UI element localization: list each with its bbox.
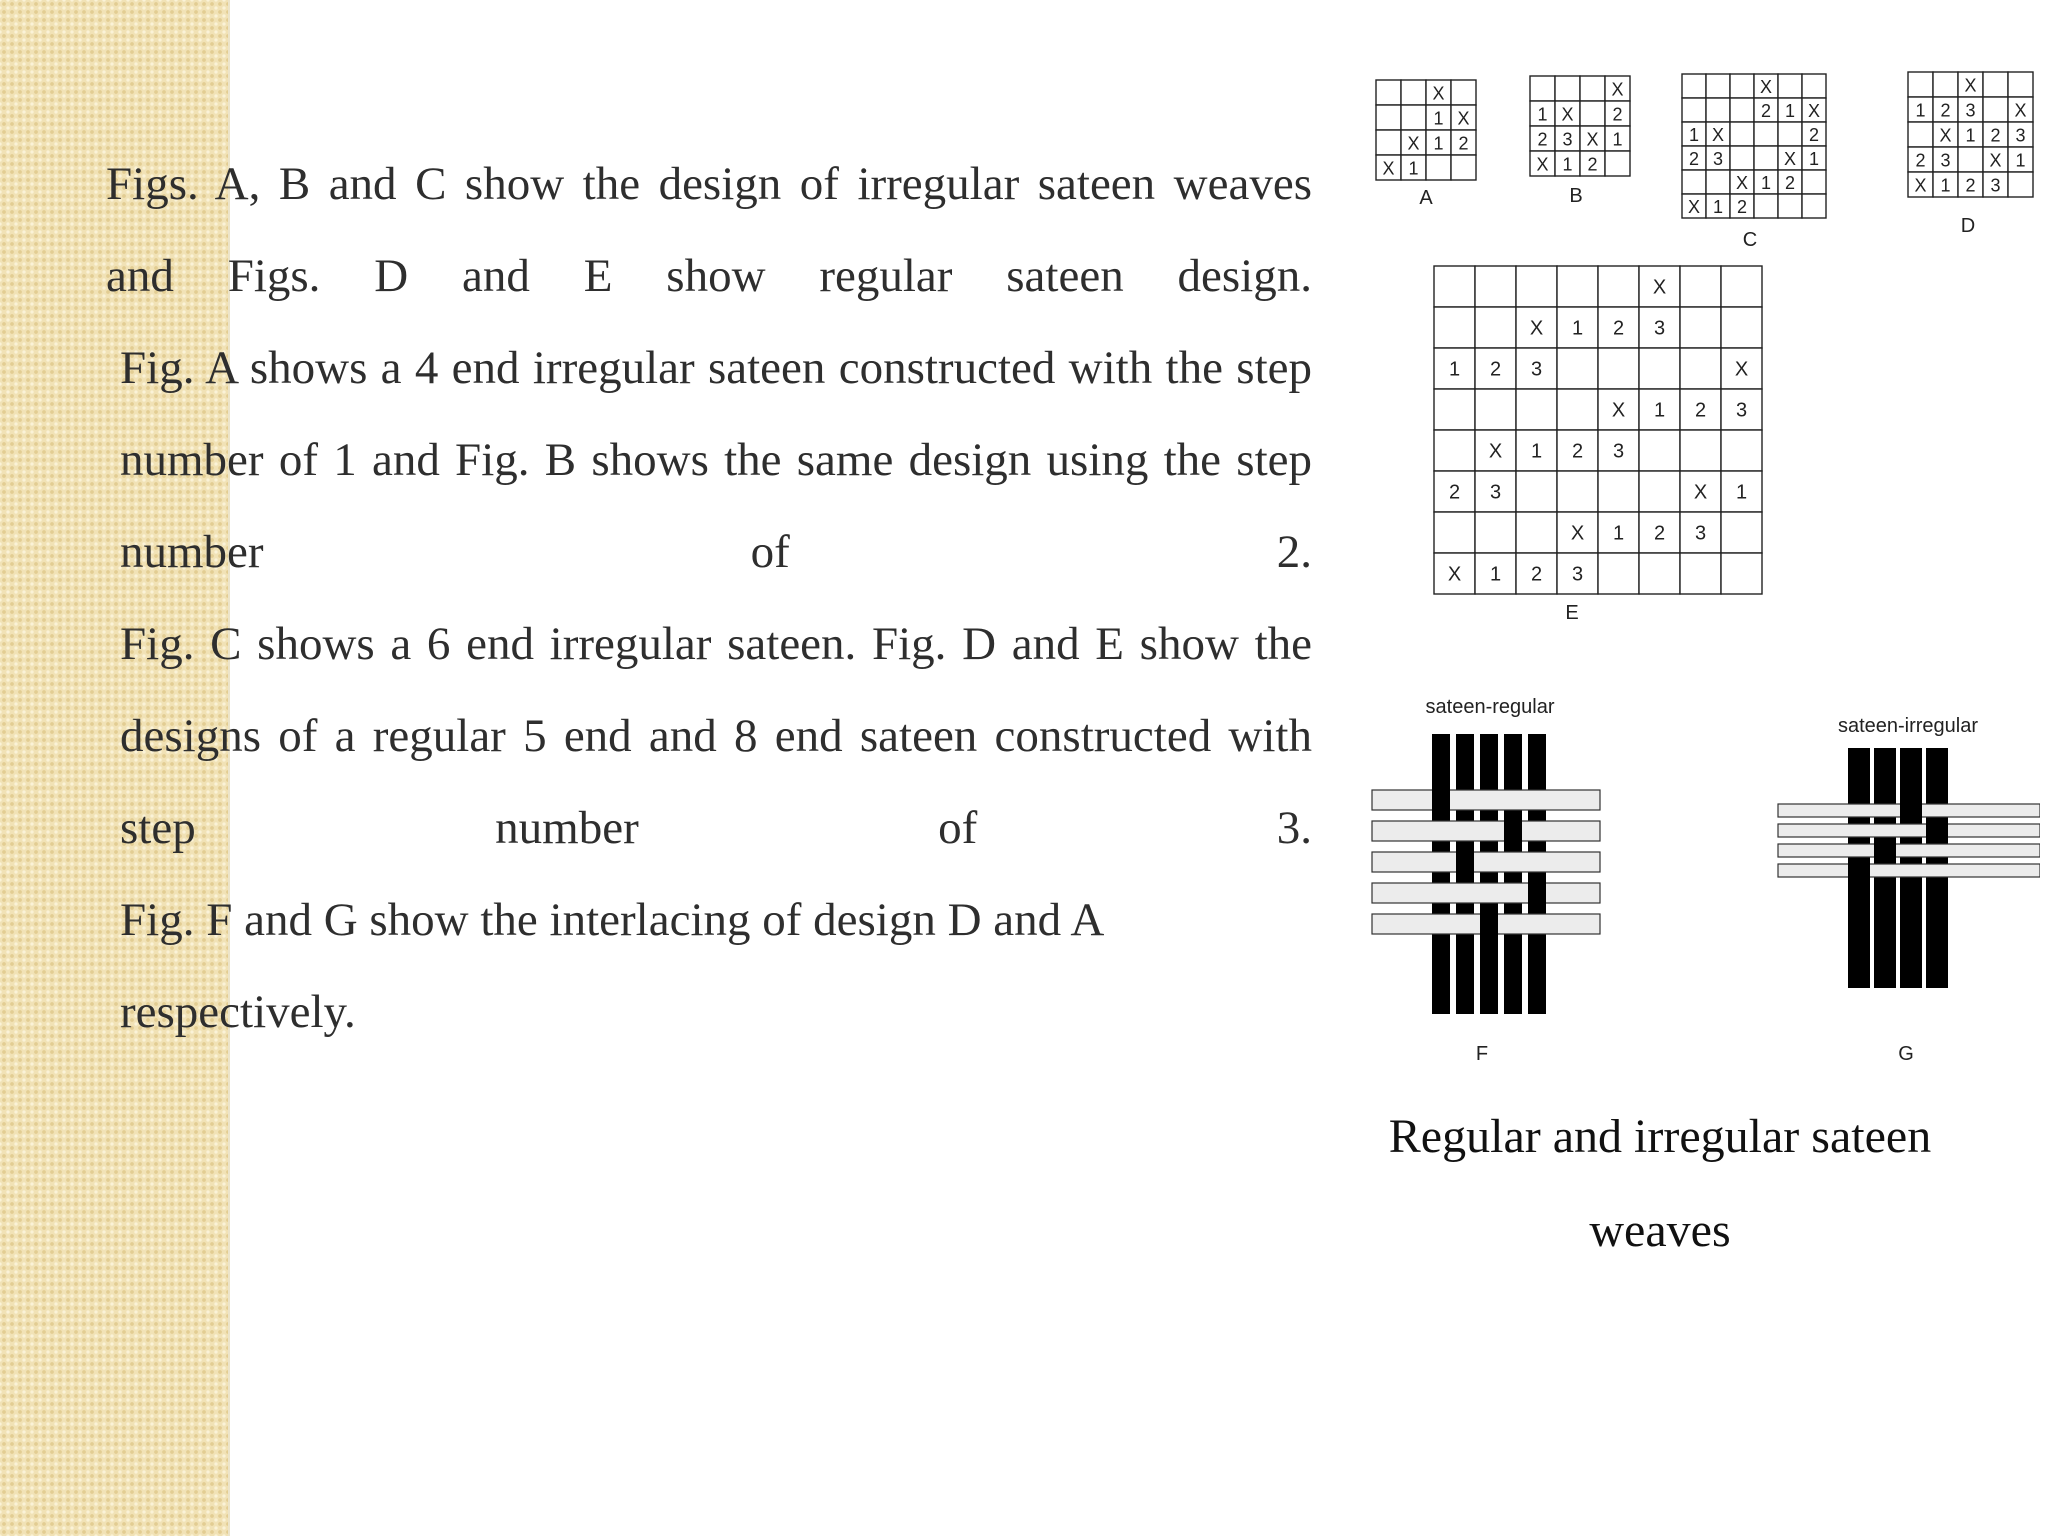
grid-E-cell [1475, 266, 1516, 307]
weft-thread [1372, 883, 1600, 903]
grid-label-D: D [1960, 215, 1976, 237]
grid-C-cell [1754, 146, 1778, 170]
grid-D-cell [2008, 172, 2033, 197]
warp-thread [1504, 734, 1522, 1014]
grid-C-cell [1682, 74, 1706, 98]
grid-E-mark: X [1611, 399, 1626, 422]
grid-C-cell [1754, 122, 1778, 146]
grid-E-cell [1475, 389, 1516, 430]
grid-A-mark: 1 [1433, 108, 1444, 129]
weft-thread [1372, 790, 1600, 810]
grid-A-mark: 1 [1433, 133, 1444, 154]
grid-E-mark: 2 [1653, 522, 1666, 545]
grid-E-mark: X [1529, 317, 1544, 340]
warp-float [1848, 862, 1870, 879]
grid-C-mark: X [1783, 149, 1797, 169]
grid-C-mark: 1 [1712, 197, 1724, 217]
weft-thread [1372, 852, 1600, 872]
grid-E-cell [1434, 430, 1475, 471]
grid-E-mark: 2 [1448, 481, 1461, 504]
grid-D-cell [2008, 72, 2033, 97]
grid-B-mark: 2 [1587, 154, 1598, 175]
grid-E-mark: 1 [1612, 522, 1625, 545]
grid-C-mark: 1 [1784, 101, 1796, 121]
grid-D-mark: X [1964, 75, 1977, 96]
grid-B-mark: X [1586, 129, 1599, 150]
grid-A-mark: X [1407, 133, 1420, 154]
grid-D-mark: 1 [1915, 100, 1926, 121]
grid-E-cell [1557, 266, 1598, 307]
grid-B-mark: 3 [1562, 129, 1573, 150]
grid-A-cell [1376, 80, 1401, 105]
grid-E-mark: 3 [1694, 522, 1707, 545]
grid-E-cell [1680, 553, 1721, 594]
paragraph-2: Fig. A shows a 4 end irregular sateen constructed with the step number of 1 and Fig. B shows the same design using the step number of 2. [120, 342, 1312, 578]
grid-D-mark: 2 [1990, 125, 2001, 146]
grid-E-cell [1639, 430, 1680, 471]
grid-D-mark: 1 [1965, 125, 1976, 146]
grid-E-mark: X [1447, 563, 1462, 586]
grid-E-cell [1598, 266, 1639, 307]
interlacing-label-F: F [1475, 1043, 1489, 1065]
grid-B-cell [1555, 76, 1580, 101]
grid-E-cell [1434, 512, 1475, 553]
grid-E-mark: X [1570, 522, 1585, 545]
grid-D-cell [1983, 72, 2008, 97]
grid-E-cell [1598, 348, 1639, 389]
grid-E-mark: 3 [1612, 440, 1625, 463]
paragraph-3: Fig. C shows a 6 end irregular sateen. Fig. D and E show the designs of a regular 5 end and 8 end sateen constructed with step number of 3. [120, 618, 1312, 854]
grid-D-mark: 2 [1940, 100, 1951, 121]
grid-B-cell [1580, 76, 1605, 101]
grid-C-cell [1730, 74, 1754, 98]
grid-A-mark: X [1457, 108, 1470, 129]
grid-E-mark: 3 [1653, 317, 1666, 340]
grid-B-cell [1580, 101, 1605, 126]
grid-E-cell [1680, 348, 1721, 389]
grid-E-cell [1721, 307, 1762, 348]
grid-C-cell [1802, 74, 1826, 98]
grid-E-mark: 2 [1694, 399, 1707, 422]
warp-thread [1528, 734, 1546, 1014]
grid-B-mark: 1 [1562, 154, 1573, 175]
grid-E-mark: 2 [1612, 317, 1625, 340]
grid-B-cell [1530, 76, 1555, 101]
grid-E-cell [1598, 471, 1639, 512]
grid-A-cell [1451, 155, 1476, 180]
weft-thread [1778, 864, 2040, 877]
grid-label-E: E [1565, 602, 1579, 624]
grid-label-A: A [1419, 187, 1433, 209]
grid-A-cell [1451, 80, 1476, 105]
grid-C-mark: X [1807, 101, 1821, 121]
grid-D-cell [1908, 72, 1933, 97]
grid-C-mark: X [1735, 173, 1749, 193]
warp-float [1432, 788, 1450, 812]
grid-E-mark: 3 [1489, 481, 1502, 504]
grid-E-cell [1680, 266, 1721, 307]
grid-E-mark: 1 [1653, 399, 1666, 422]
warp-float [1456, 850, 1474, 874]
grid-C-cell [1778, 122, 1802, 146]
grid-D-mark: X [1914, 175, 1927, 196]
grid-C-cell [1706, 74, 1730, 98]
grid-D-mark: 3 [1940, 150, 1951, 171]
grid-D-cell [1983, 97, 2008, 122]
grid-B-mark: X [1536, 154, 1549, 175]
warp-thread [1480, 734, 1498, 1014]
caption-line-2: weaves [1589, 1204, 1731, 1257]
grid-E-cell [1475, 512, 1516, 553]
grid-B-cell [1605, 151, 1630, 176]
grid-C-cell [1730, 146, 1754, 170]
grid-D-cell [1908, 122, 1933, 147]
grid-D-cell [1958, 147, 1983, 172]
grid-D-mark: X [1939, 125, 1952, 146]
grid-C-cell [1706, 170, 1730, 194]
grid-C-mark: 1 [1760, 173, 1772, 193]
grid-label-B: B [1569, 185, 1583, 207]
grid-D-mark: 2 [1965, 175, 1976, 196]
body-text [106, 138, 1312, 1058]
grid-E-cell [1516, 389, 1557, 430]
grid-C-mark: 2 [1784, 173, 1796, 193]
grid-D-mark: 3 [1990, 175, 2001, 196]
weft-thread [1372, 821, 1600, 841]
grid-E-mark: 2 [1489, 358, 1502, 381]
sateen-weave-figure [1360, 60, 2040, 1240]
grid-E-cell [1639, 553, 1680, 594]
grid-E-mark: X [1693, 481, 1708, 504]
grid-B-mark: 2 [1537, 129, 1548, 150]
grid-E-cell [1639, 471, 1680, 512]
grid-D-mark: X [1989, 150, 2002, 171]
grid-E-cell [1516, 471, 1557, 512]
warp-float [1900, 802, 1922, 819]
grid-D-mark: 1 [1940, 175, 1951, 196]
grid-D-mark: 3 [1965, 100, 1976, 121]
grid-E-mark: 3 [1571, 563, 1584, 586]
weave-diagrams [1360, 60, 2040, 1100]
grid-E-cell [1516, 266, 1557, 307]
grid-C-cell [1778, 194, 1802, 218]
grid-C-cell [1730, 98, 1754, 122]
grid-A-mark: 2 [1458, 133, 1469, 154]
grid-E-mark: 3 [1735, 399, 1748, 422]
grid-B-mark: 2 [1612, 104, 1623, 125]
warp-float [1480, 912, 1498, 936]
interlacing-label-G: G [1898, 1043, 1914, 1065]
grid-E-mark: X [1488, 440, 1503, 463]
grid-D-cell [1933, 72, 1958, 97]
grid-A-cell [1426, 155, 1451, 180]
grid-E-cell [1598, 553, 1639, 594]
grid-C-cell [1802, 194, 1826, 218]
interlacing-title-G: sateen-irregular [1837, 715, 1979, 737]
grid-B-mark: 1 [1537, 104, 1548, 125]
warp-float [1504, 819, 1522, 843]
grid-D-mark: X [2014, 100, 2027, 121]
grid-C-mark: 1 [1808, 149, 1820, 169]
grid-E-cell [1434, 389, 1475, 430]
grid-E-mark: X [1734, 358, 1749, 381]
grid-E-cell [1475, 307, 1516, 348]
grid-E-mark: 3 [1530, 358, 1543, 381]
grid-D-mark: 1 [2015, 150, 2026, 171]
grid-E-mark: 1 [1448, 358, 1461, 381]
grid-E-mark: 1 [1735, 481, 1748, 504]
grid-E-cell [1557, 471, 1598, 512]
figure-caption [1340, 1090, 1980, 1278]
grid-E-cell [1680, 307, 1721, 348]
grid-C-mark: 2 [1688, 149, 1700, 169]
grid-C-cell [1802, 170, 1826, 194]
grid-E-cell [1434, 307, 1475, 348]
grid-C-mark: X [1687, 197, 1701, 217]
grid-E-cell [1516, 512, 1557, 553]
grid-E-cell [1721, 553, 1762, 594]
grid-C-mark: X [1711, 125, 1725, 145]
grid-C-mark: 3 [1712, 149, 1724, 169]
grid-E-mark: 1 [1571, 317, 1584, 340]
grid-B-mark: X [1561, 104, 1574, 125]
grid-A-cell [1376, 130, 1401, 155]
paragraph-4: Fig. F and G show the interlacing of design D and A respectively. [120, 894, 1102, 1038]
grid-A-mark: X [1432, 83, 1445, 104]
grid-A-cell [1376, 105, 1401, 130]
grid-B-mark: X [1611, 79, 1624, 100]
warp-float [1926, 822, 1948, 839]
warp-float [1528, 881, 1546, 905]
grid-E-mark: 1 [1530, 440, 1543, 463]
grid-E-cell [1721, 430, 1762, 471]
grid-E-mark: 2 [1530, 563, 1543, 586]
grid-C-mark: 2 [1808, 125, 1820, 145]
grid-A-mark: X [1382, 158, 1395, 179]
grid-C-cell [1682, 170, 1706, 194]
grid-C-cell [1730, 122, 1754, 146]
grid-E-cell [1557, 348, 1598, 389]
grid-A-mark: 1 [1408, 158, 1419, 179]
grid-E-mark: 2 [1571, 440, 1584, 463]
grid-C-cell [1706, 98, 1730, 122]
grid-C-cell [1778, 74, 1802, 98]
grid-label-C: C [1742, 229, 1758, 251]
interlacing-title-F: sateen-regular [1425, 696, 1555, 718]
warp-thread [1432, 734, 1450, 1014]
paragraph-1: Figs. A, B and C show the design of irregular sateen weaves and Figs. D and E show regular sateen design. [106, 158, 1312, 302]
grid-A-cell [1401, 105, 1426, 130]
grid-B-mark: 1 [1612, 129, 1623, 150]
grid-E-cell [1557, 389, 1598, 430]
caption-line-1: Regular and irregular sateen [1388, 1110, 1932, 1163]
grid-E-cell [1721, 266, 1762, 307]
grid-E-cell [1721, 512, 1762, 553]
grid-E-cell [1434, 266, 1475, 307]
weft-thread [1778, 824, 2040, 837]
grid-C-mark: 2 [1736, 197, 1748, 217]
grid-E-cell [1680, 430, 1721, 471]
grid-E-mark: X [1652, 276, 1667, 299]
grid-A-cell [1401, 80, 1426, 105]
weft-thread [1778, 844, 2040, 857]
grid-C-mark: X [1759, 77, 1773, 97]
grid-E-cell [1639, 348, 1680, 389]
grid-D-mark: 2 [1915, 150, 1926, 171]
grid-C-mark: 1 [1688, 125, 1700, 145]
grid-C-mark: 2 [1760, 101, 1772, 121]
warp-float [1874, 842, 1896, 859]
grid-E-mark: 1 [1489, 563, 1502, 586]
grid-D-mark: 3 [2015, 125, 2026, 146]
grid-C-cell [1682, 98, 1706, 122]
grid-C-cell [1754, 194, 1778, 218]
